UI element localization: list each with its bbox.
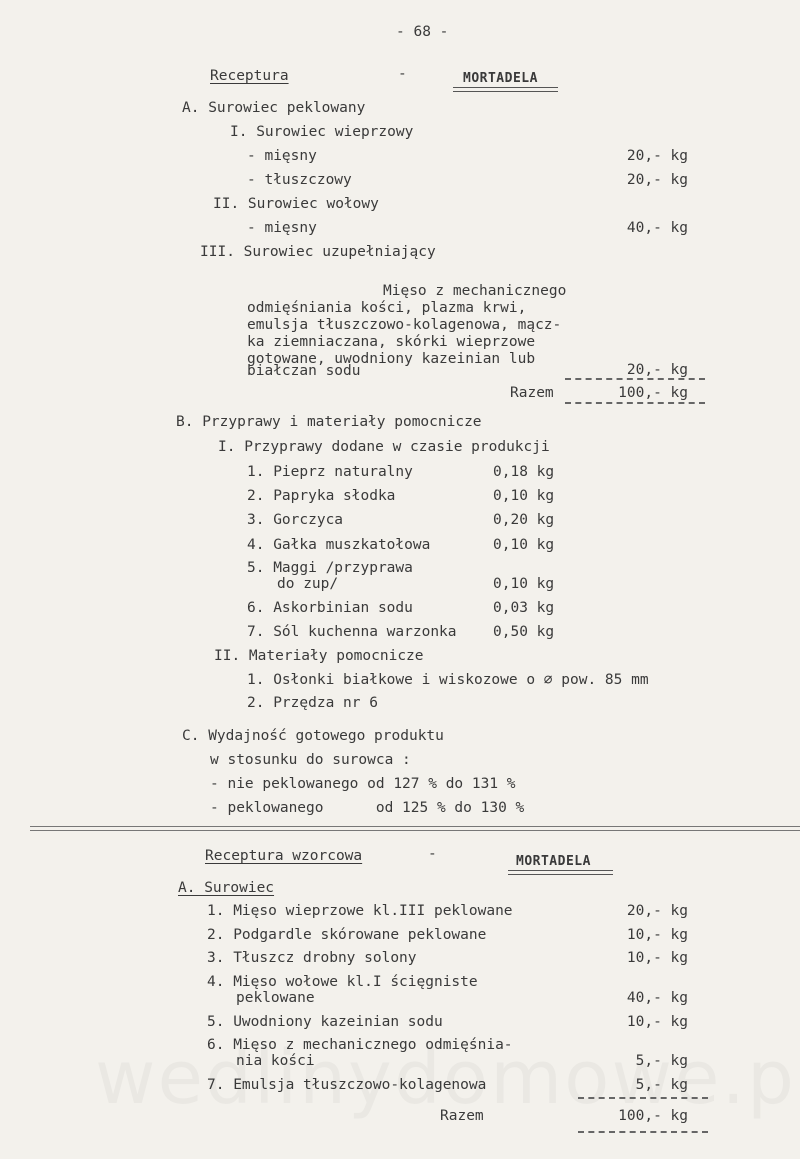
yield-basis: w stosunku do surowca : <box>210 752 411 768</box>
ingredient-name: 3. Tłuszcz drobny solony <box>207 950 417 966</box>
section-b-title: B. Przyprawy i materiały pomocnicze <box>176 414 482 430</box>
supplement-desc-3: emulsja tłuszczowo-kolagenowa, mącz- <box>247 317 562 333</box>
pork-fat-value: 20,- kg <box>626 172 688 188</box>
total-label: Razem <box>440 1108 484 1124</box>
spice-value: 0,03 kg <box>493 600 555 616</box>
ingredient-name-cont: peklowane <box>236 990 315 1006</box>
spice-value: 0,10 kg <box>493 537 555 553</box>
supplement-desc-6: białczan sodu <box>247 363 361 379</box>
section-c-title: C. Wydajność gotowego produktu <box>182 728 444 744</box>
header-dash: - <box>428 846 437 862</box>
section-divider <box>30 826 800 831</box>
total-value: 100,- kg <box>618 1108 688 1124</box>
pork-fat-label: - tłuszczowy <box>247 172 352 188</box>
supplement-desc-5: gotowane, uwodniony kazeinian lub <box>247 351 536 367</box>
spice-value: 0,10 kg <box>493 488 555 504</box>
spice-name: 2. Papryka słodka <box>247 488 396 504</box>
spice-value: 0,20 kg <box>493 512 555 528</box>
spice-name: 5. Maggi /przyprawa <box>247 560 413 576</box>
casings-line: 1. Osłonki białkowe i wiskozowe o ∅ pow. 85 mm <box>247 672 649 688</box>
ingredient-name: 2. Podgardle skórowane peklowane <box>207 927 487 943</box>
ingredient-name: 1. Mięso wieprzowe kl.III peklowane <box>207 903 513 919</box>
spice-name: 7. Sól kuchenna warzonka <box>247 624 457 640</box>
supplement-desc-2: odmięśniania kości, plazma krwi, <box>247 300 527 316</box>
double-underline <box>508 870 613 875</box>
supplement-value: 20,- kg <box>626 362 688 378</box>
beef-meat-value: 40,- kg <box>626 220 688 236</box>
pork-meat-label: - mięsny <box>247 148 317 164</box>
header-dash: - <box>398 66 407 82</box>
ingredient-name: 4. Mięso wołowe kl.I ścięgniste <box>207 974 478 990</box>
supplement-desc-4: ka ziemniaczana, skórki wieprzowe <box>247 334 536 350</box>
recipe-label: Receptura <box>210 68 289 84</box>
section-a-ii-title: II. Surowiec wołowy <box>213 196 379 212</box>
ingredient-value: 40,- kg <box>626 990 688 1006</box>
dashed-line <box>578 1097 708 1099</box>
yield-cured: - peklowanego od 125 % do 130 % <box>210 800 525 816</box>
spice-name: 6. Askorbinian sodu <box>247 600 413 616</box>
ingredient-name: 7. Emulsja tłuszczowo-kolagenowa <box>207 1077 487 1093</box>
spice-name: 4. Gałka muszkatołowa <box>247 537 431 553</box>
spice-name: 3. Gorczyca <box>247 512 344 528</box>
dashed-line <box>578 1131 708 1133</box>
total-value: 100,- kg <box>618 385 688 401</box>
ingredient-value: 10,- kg <box>626 950 688 966</box>
yield-uncured: - nie peklowanego od 127 % do 131 % <box>210 776 516 792</box>
spice-value: 0,10 kg <box>493 576 555 592</box>
section-a-iii-title: III. Surowiec uzupełniający <box>200 244 436 260</box>
beef-meat-label: - mięsny <box>247 220 317 236</box>
product-name: MORTADELA <box>516 854 591 869</box>
ingredient-value: 20,- kg <box>626 903 688 919</box>
section-a-title: A. Surowiec <box>178 880 275 896</box>
twine-line: 2. Przędza nr 6 <box>247 695 378 711</box>
section-b-ii-title: II. Materiały pomocnicze <box>214 648 424 664</box>
supplement-desc-1: Mięso z mechanicznego <box>383 283 567 299</box>
page-number: - 68 - <box>396 24 449 40</box>
dashed-line <box>565 402 705 404</box>
product-name: MORTADELA <box>463 71 538 86</box>
spice-value: 0,50 kg <box>493 624 555 640</box>
pork-meat-value: 20,- kg <box>626 148 688 164</box>
ingredient-name: 6. Mięso z mechanicznego odmięśnia- <box>207 1037 513 1053</box>
ingredient-value: 5,- kg <box>635 1077 688 1093</box>
spice-name-cont: do zup/ <box>277 576 339 592</box>
spice-name: 1. Pieprz naturalny <box>247 464 413 480</box>
ingredient-name: 5. Uwodniony kazeinian sodu <box>207 1014 443 1030</box>
ingredient-value: 10,- kg <box>626 1014 688 1030</box>
ingredient-value: 10,- kg <box>626 927 688 943</box>
section-a-i-title: I. Surowiec wieprzowy <box>230 124 414 140</box>
double-underline <box>453 87 558 92</box>
recipe-label: Receptura wzorcowa <box>205 848 363 864</box>
ingredient-name-cont: nia kości <box>236 1053 315 1069</box>
total-label: Razem <box>510 385 554 401</box>
dashed-line <box>565 378 705 380</box>
section-a-title: A. Surowiec peklowany <box>182 100 366 116</box>
section-b-i-title: I. Przyprawy dodane w czasie produkcji <box>218 439 550 455</box>
spice-value: 0,18 kg <box>493 464 555 480</box>
ingredient-value: 5,- kg <box>635 1053 688 1069</box>
